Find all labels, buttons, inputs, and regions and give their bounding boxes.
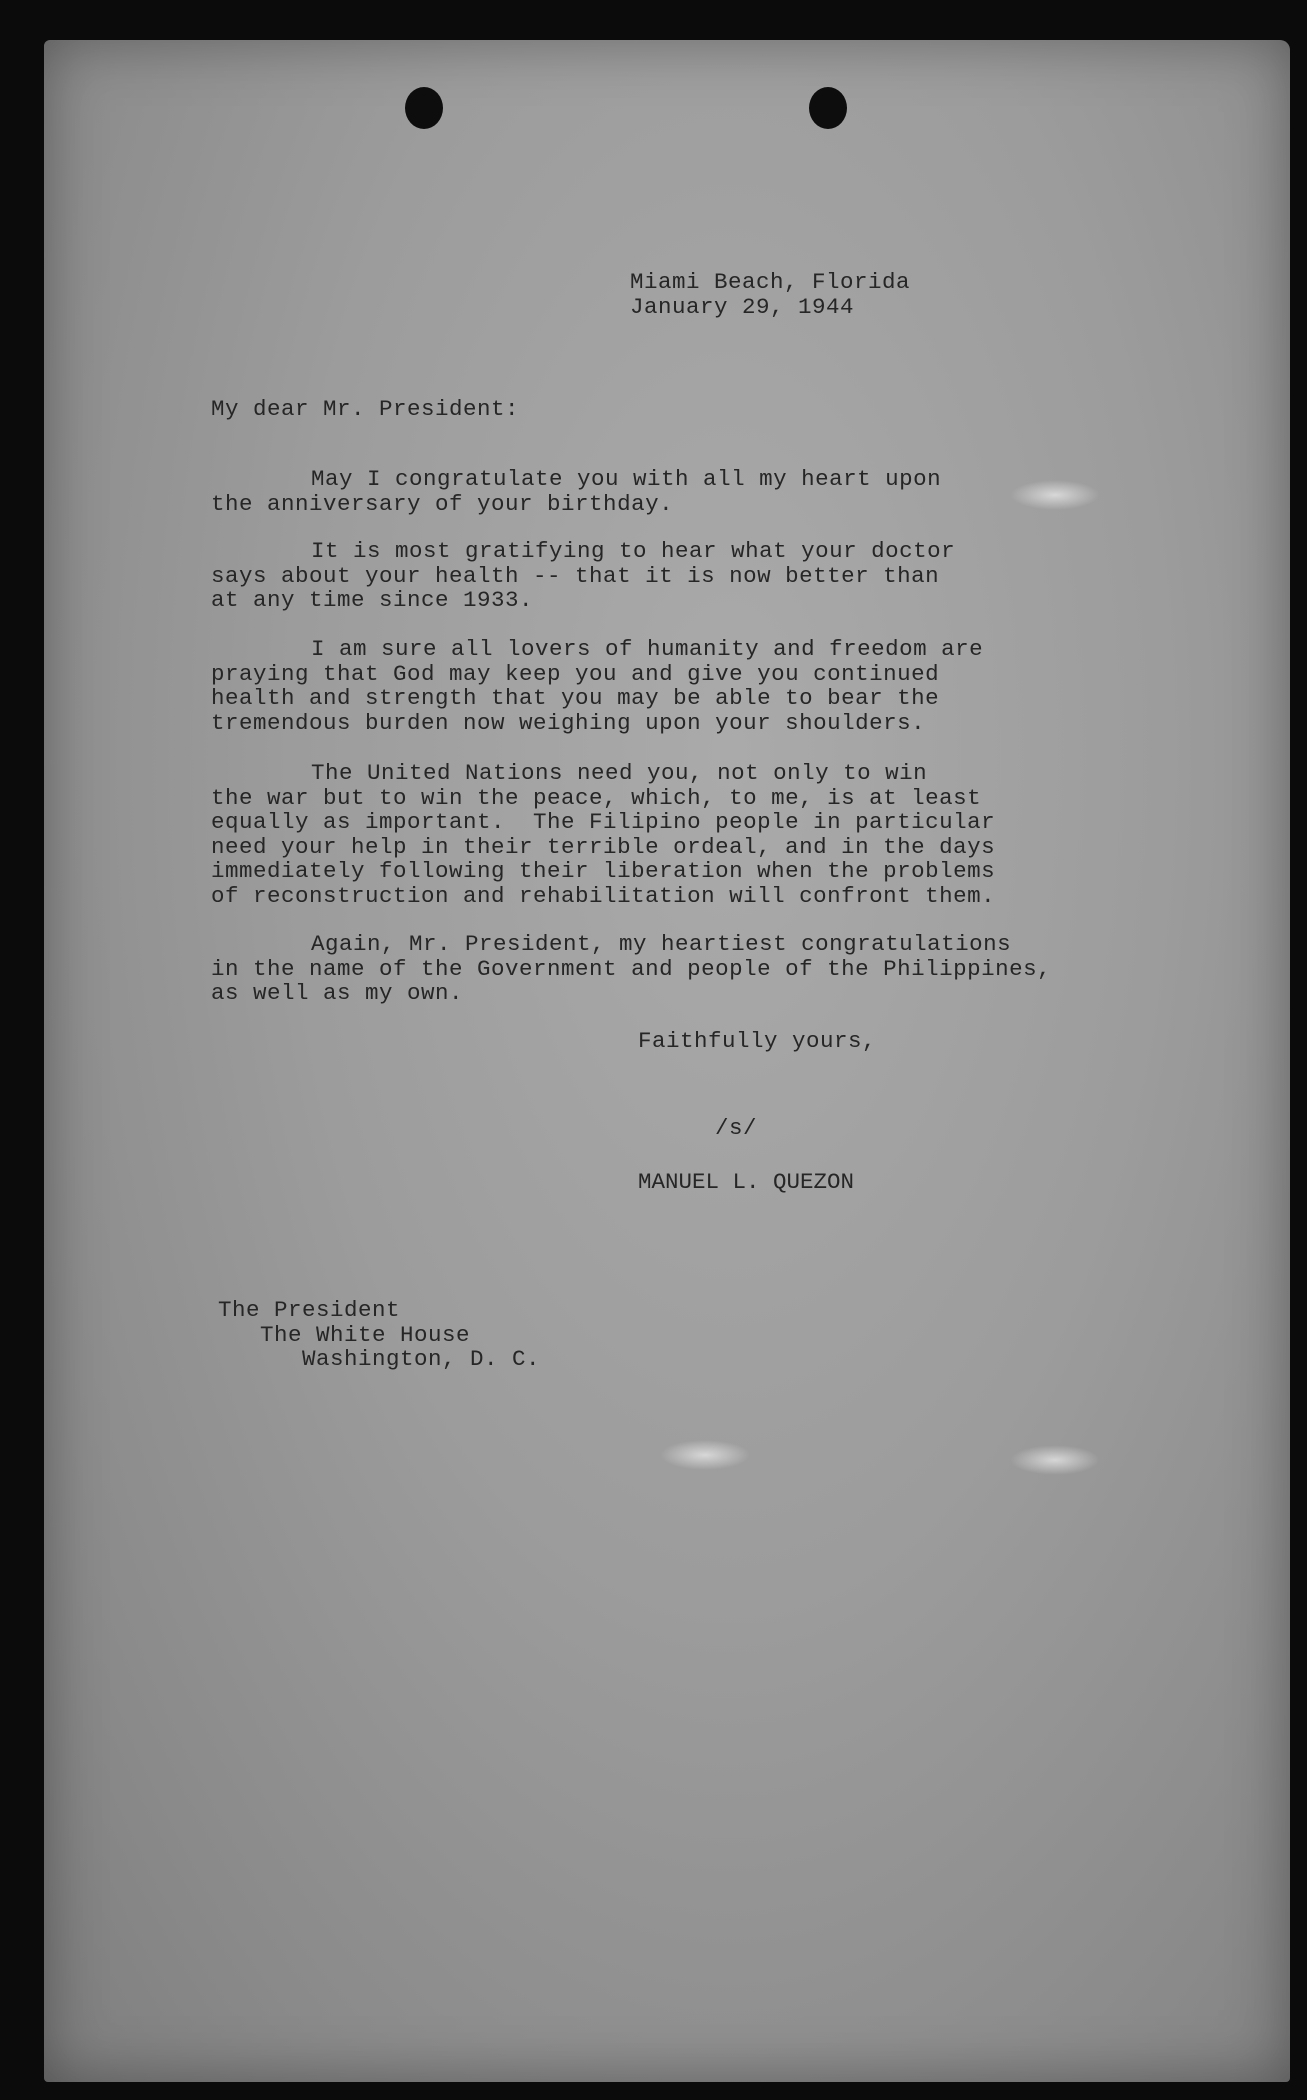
photo-glare [1010, 1445, 1100, 1475]
paragraph-line: May I congratulate you with all my heart upon [311, 466, 942, 492]
paragraph-line: need your help in their terrible ordeal, and in the days [211, 833, 996, 860]
paragraph-5 [211, 932, 1051, 1006]
salutation: My dear Mr. President: [211, 396, 520, 422]
paragraph-2 [211, 539, 955, 613]
paragraph-line: The United Nations need you, not only to win [311, 760, 928, 786]
paragraph-line: immediately following their liberation when the problems [211, 858, 996, 885]
signature-mark: /s/ [715, 1115, 758, 1141]
paragraph-line: tremendous burden now weighing upon your shoulders. [211, 709, 926, 736]
paragraph-line: It is most gratifying to hear what your doctor [311, 538, 956, 564]
photo-glare [1010, 480, 1100, 510]
address-line: The White House [260, 1321, 471, 1348]
paragraph-line: at any time since 1933. [211, 587, 534, 614]
address-line: The President [218, 1297, 401, 1323]
punch-hole-left [405, 87, 443, 129]
signer-name: MANUEL L. QUEZON [638, 1169, 855, 1195]
paragraph-line: as well as my own. [211, 980, 464, 1007]
dateline-date: January 29, 1944 [630, 293, 855, 320]
address-line: Washington, D. C. [302, 1346, 541, 1373]
letter-page [44, 40, 1290, 2082]
paragraph-line: in the name of the Government and people of the Philippines, [211, 955, 1052, 982]
paragraph-line: Again, Mr. President, my heartiest congratulations [311, 931, 1012, 957]
paragraph-line: praying that God may keep you and give you continued [211, 660, 940, 687]
paragraph-line: the war but to win the peace, which, to me, is at least [211, 784, 982, 811]
dateline [630, 270, 910, 319]
paragraph-3 [211, 637, 983, 735]
closing: Faithfully yours, [638, 1028, 877, 1054]
paragraph-line: I am sure all lovers of humanity and freedom are [311, 636, 984, 662]
paragraph-4 [211, 761, 995, 909]
paragraph-1 [211, 467, 941, 516]
paragraph-line: of reconstruction and rehabilitation will confront them. [211, 882, 996, 909]
photo-glare [660, 1440, 750, 1470]
dateline-place: Miami Beach, Florida [630, 269, 911, 295]
paragraph-line: the anniversary of your birthday. [211, 490, 674, 517]
paragraph-line: equally as important. The Filipino people in particular [211, 809, 996, 836]
punch-hole-right [809, 87, 847, 129]
paragraph-line: says about your health -- that it is now better than [211, 562, 940, 589]
paragraph-line: health and strength that you may be able to bear the [211, 685, 940, 712]
inside-address [218, 1298, 540, 1372]
